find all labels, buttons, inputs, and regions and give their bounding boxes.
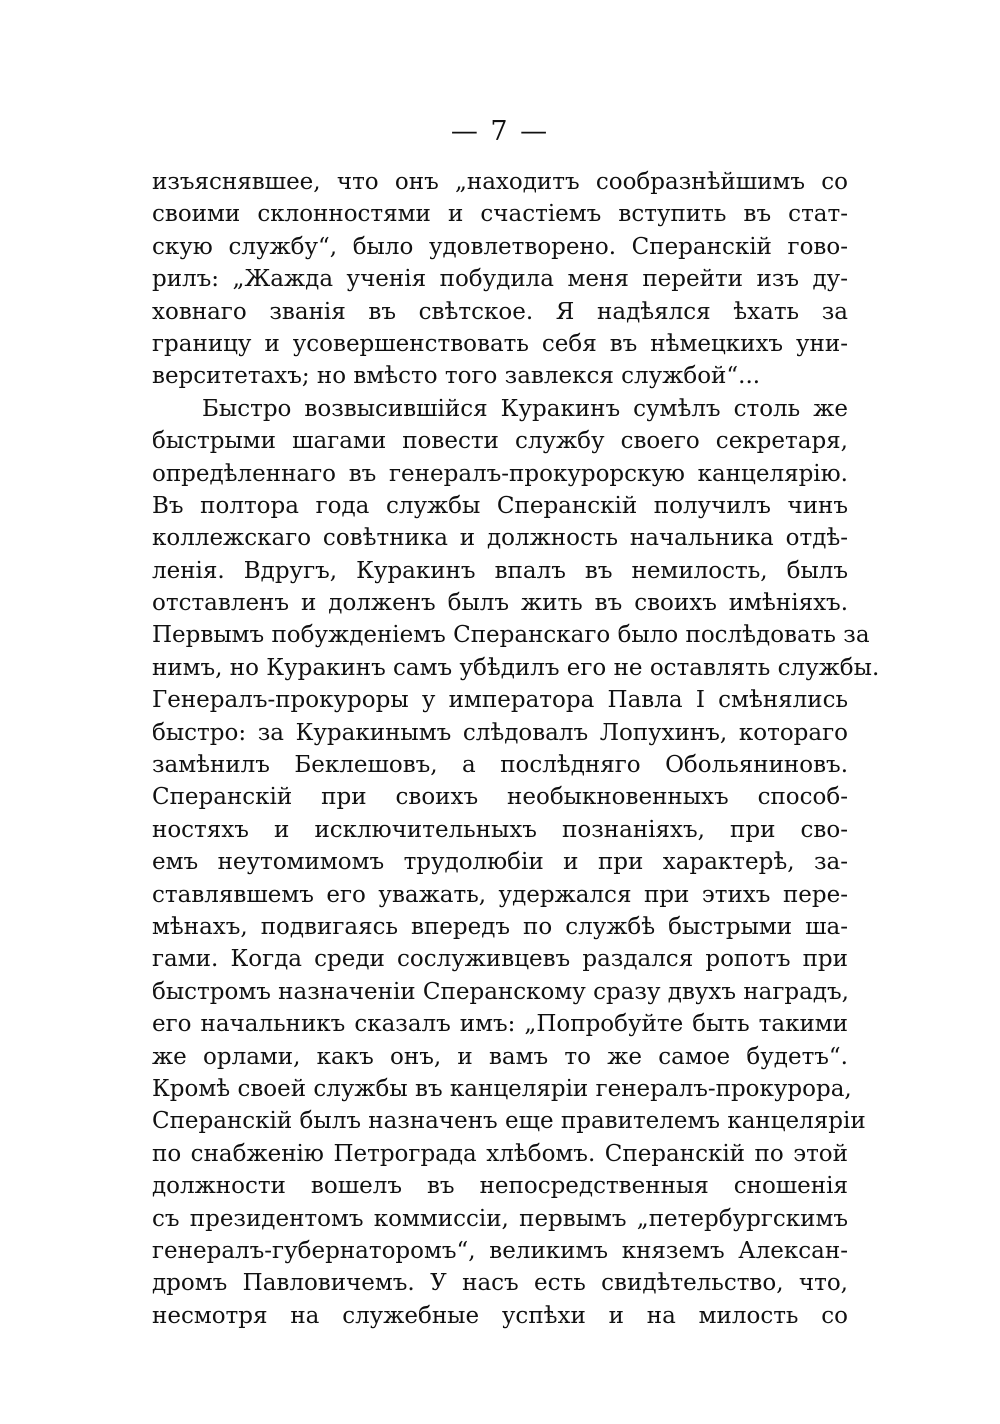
- text-line: быстромъ назначеніи Сперанскому сразу двухъ наградъ,: [152, 978, 849, 1005]
- text-line: дромъ Павловичемъ. У насъ есть свидѣтельство, что,: [152, 1270, 848, 1297]
- text-line: должности вошелъ въ непосредственныя сношенія: [152, 1173, 848, 1200]
- text-line: же орлами, какъ онъ, и вамъ то же самое будетъ“.: [152, 1043, 848, 1070]
- text-line: генералъ-губернаторомъ“, великимъ княземъ Алексан-: [152, 1237, 848, 1264]
- text-line: несмотря на служебные успѣхи и на милость со: [152, 1302, 848, 1329]
- text-line: отставленъ и долженъ былъ жить въ своихъ имѣніяхъ.: [152, 590, 848, 617]
- text-line: Сперанскій при своихъ необыкновенныхъ способ-: [152, 784, 848, 811]
- text-line: съ президентомъ коммиссіи, первымъ „петербургскимъ: [152, 1205, 848, 1232]
- text-line: коллежскаго совѣтника и должность начальника отдѣ-: [152, 525, 848, 552]
- text-line: по снабженію Петрограда хлѣбомъ. Сперанскій по этой: [152, 1140, 848, 1167]
- text-line: рилъ: „Жажда ученія побудила меня перейти изъ ду-: [152, 266, 848, 293]
- text-line: нимъ, но Куракинъ самъ убѣдилъ его не оставлять службы.: [152, 654, 880, 681]
- text-line: быстро: за Куракинымъ слѣдовалъ Лопухинъ, котораго: [152, 719, 848, 746]
- text-line: изъяснявшее, что онъ „находитъ сообразнѣйшимъ со: [152, 169, 848, 195]
- text-line: опредѣленнаго въ генералъ-прокурорскую канцелярію.: [152, 460, 848, 487]
- text-line: быстрыми шагами повести службу своего секретаря,: [152, 428, 848, 455]
- text-line: своими склонностями и счастіемъ вступить въ стат-: [152, 201, 848, 228]
- text-line: его начальникъ сказалъ имъ: „Попробуйте быть такими: [152, 1011, 848, 1038]
- text-line: замѣнилъ Беклешовъ, а послѣдняго Обольяниновъ.: [152, 752, 848, 779]
- text-line: верситетахъ; но вмѣсто того завлекся службой“...: [152, 363, 761, 390]
- text-line: емъ неутомимомъ трудолюбіи и при характерѣ, за-: [152, 849, 848, 876]
- text-line: Сперанскій былъ назначенъ еще правителемъ канцеляріи: [152, 1108, 866, 1135]
- text-line: скую службу“, было удовлетворено. Сперанскій гово-: [152, 233, 848, 260]
- text-line: Быстро возвысившійся Куракинъ сумѣлъ столь же: [202, 395, 848, 422]
- text-line: Первымъ побужденіемъ Сперанскаго было послѣдовать за: [152, 622, 870, 649]
- text-line: Кромѣ своей службы въ канцеляріи генералъ-прокурора,: [152, 1075, 852, 1102]
- text-line: гами. Когда среди сослуживцевъ раздался ропотъ при: [152, 946, 848, 973]
- text-line: ховнаго званія въ свѣтское. Я надѣялся ѣхать за: [152, 298, 848, 325]
- page-number: — 7 —: [450, 116, 550, 147]
- text-line: ленія. Вдругъ, Куракинъ впалъ въ немилость, былъ: [152, 557, 848, 584]
- text-line: ставлявшемъ его уважать, удержался при этихъ пере-: [152, 881, 848, 908]
- text-line: мѣнахъ, подвигаясь впередъ по службѣ быстрыми ша-: [152, 913, 848, 940]
- text-line: Генералъ-прокуроры у императора Павла I смѣнялись: [152, 687, 848, 714]
- text-line: ностяхъ и исключительныхъ познаніяхъ, при сво-: [152, 816, 848, 843]
- body-text: [152, 166, 880, 1332]
- text-line: Въ полтора года службы Сперанскій получилъ чинъ: [152, 492, 848, 519]
- text-line: границу и усовершенствовать себя въ нѣмецкихъ уни-: [152, 330, 848, 357]
